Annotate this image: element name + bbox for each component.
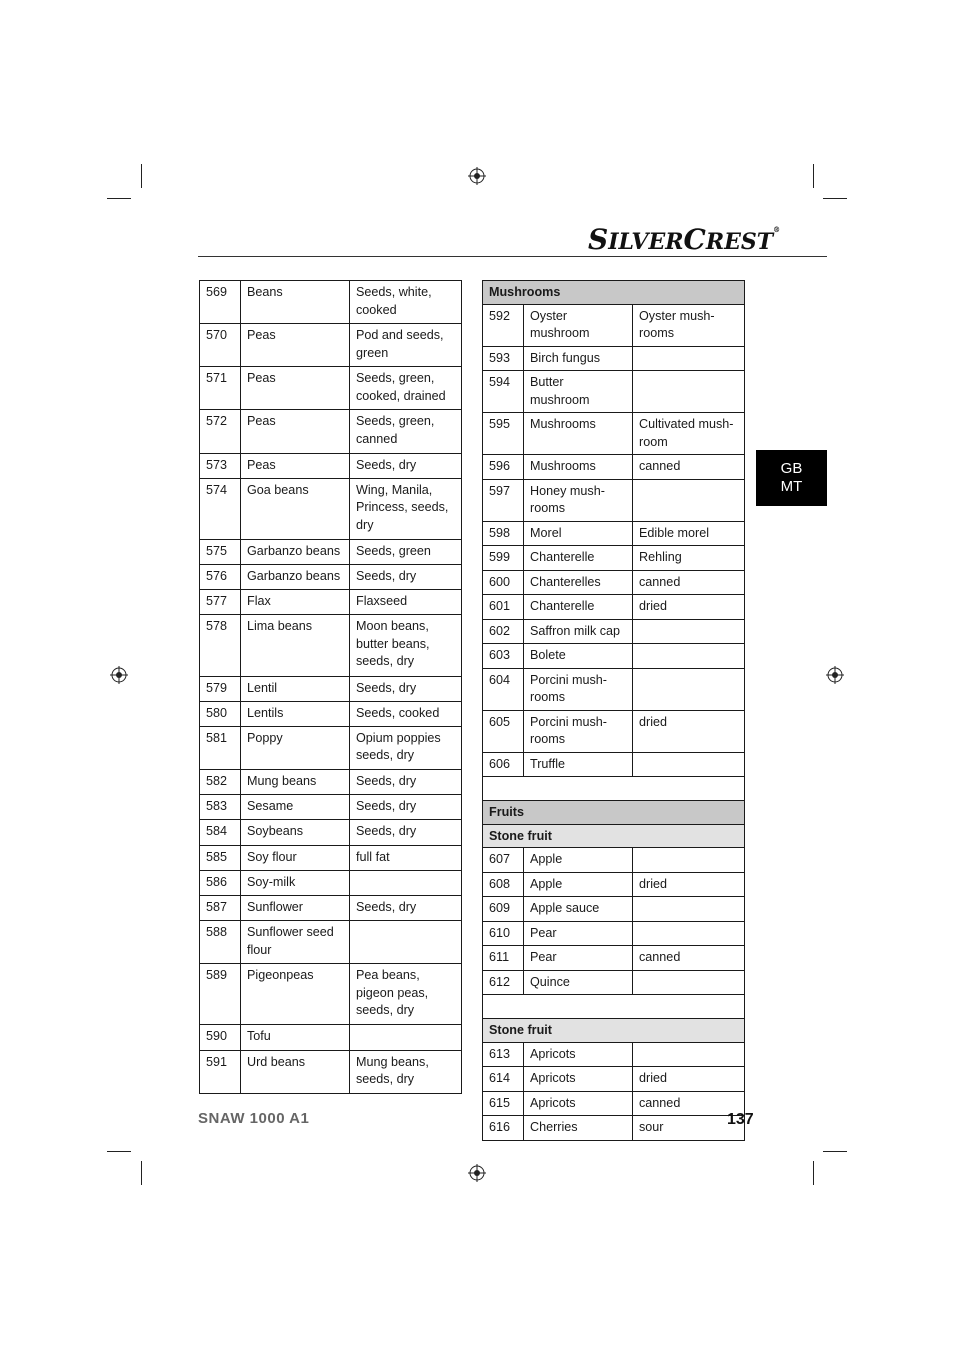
food-name: Chanterelle bbox=[524, 595, 633, 620]
table-row bbox=[483, 668, 745, 710]
crop-mark bbox=[823, 1151, 847, 1152]
food-code: 585 bbox=[200, 845, 241, 870]
food-description bbox=[350, 1025, 462, 1050]
table-row bbox=[483, 644, 745, 669]
food-name: Lima beans bbox=[241, 615, 350, 676]
food-name: Butter mushroom bbox=[524, 371, 633, 413]
food-description: Seeds, dry bbox=[350, 565, 462, 590]
food-name: Sunflower bbox=[241, 895, 350, 920]
registration-mark-icon bbox=[468, 1164, 486, 1182]
food-description: dried bbox=[633, 872, 745, 897]
table-subsection-header bbox=[483, 824, 745, 848]
food-name: Chanterelles bbox=[524, 570, 633, 595]
food-description: canned bbox=[633, 946, 745, 971]
table-row bbox=[200, 324, 462, 367]
food-name: Beans bbox=[241, 281, 350, 324]
food-name: Sunflower seed flour bbox=[241, 921, 350, 964]
food-description: Seeds, green, cooked, drained bbox=[350, 367, 462, 410]
food-description: Mung beans, seeds, dry bbox=[350, 1050, 462, 1093]
food-code: 569 bbox=[200, 281, 241, 324]
table-row bbox=[200, 726, 462, 769]
food-code: 605 bbox=[483, 710, 524, 752]
food-description: Rehling bbox=[633, 546, 745, 571]
food-code: 604 bbox=[483, 668, 524, 710]
table-row bbox=[483, 710, 745, 752]
table-row bbox=[483, 304, 745, 346]
food-name: Birch fungus bbox=[524, 346, 633, 371]
food-code: 606 bbox=[483, 752, 524, 777]
crop-mark bbox=[107, 198, 131, 199]
food-code: 593 bbox=[483, 346, 524, 371]
table-row bbox=[483, 921, 745, 946]
food-code: 601 bbox=[483, 595, 524, 620]
food-name: Bolete bbox=[524, 644, 633, 669]
food-code: 588 bbox=[200, 921, 241, 964]
table-row bbox=[200, 964, 462, 1025]
table-row bbox=[200, 590, 462, 615]
food-description bbox=[633, 644, 745, 669]
food-description bbox=[633, 921, 745, 946]
table-row bbox=[200, 281, 462, 324]
food-name: Apple bbox=[524, 872, 633, 897]
food-name: Porcini mush-rooms bbox=[524, 710, 633, 752]
food-description: Seeds, dry bbox=[350, 770, 462, 795]
table-row bbox=[200, 676, 462, 701]
crop-mark bbox=[813, 1161, 814, 1185]
crop-mark bbox=[823, 198, 847, 199]
food-name: Garbanzo beans bbox=[241, 539, 350, 564]
food-description: canned bbox=[633, 455, 745, 480]
food-description: canned bbox=[633, 570, 745, 595]
language-code: MT bbox=[780, 478, 803, 495]
food-name: Oyster mushroom bbox=[524, 304, 633, 346]
food-description: Wing, Manila, Princess, seeds, dry bbox=[350, 478, 462, 539]
table-row bbox=[483, 413, 745, 455]
food-code: 599 bbox=[483, 546, 524, 571]
food-description: Seeds, white, cooked bbox=[350, 281, 462, 324]
table-row bbox=[200, 410, 462, 453]
food-code: 592 bbox=[483, 304, 524, 346]
table-row bbox=[483, 570, 745, 595]
table-row bbox=[200, 870, 462, 895]
food-name: Urd beans bbox=[241, 1050, 350, 1093]
food-code: 597 bbox=[483, 479, 524, 521]
table-row bbox=[483, 1042, 745, 1067]
food-name: Cherries bbox=[524, 1116, 633, 1141]
table-row bbox=[483, 521, 745, 546]
food-name: Porcini mush-rooms bbox=[524, 668, 633, 710]
food-name: Pigeonpeas bbox=[241, 964, 350, 1025]
food-code: 595 bbox=[483, 413, 524, 455]
food-code: 572 bbox=[200, 410, 241, 453]
registration-mark-icon bbox=[468, 167, 486, 185]
table-row bbox=[200, 565, 462, 590]
food-name: Apple bbox=[524, 848, 633, 873]
food-description: Seeds, cooked bbox=[350, 701, 462, 726]
food-description: Seeds, dry bbox=[350, 795, 462, 820]
food-name: Mushrooms bbox=[524, 455, 633, 480]
table-row bbox=[200, 701, 462, 726]
table-row bbox=[200, 770, 462, 795]
food-name: Peas bbox=[241, 453, 350, 478]
food-code: 610 bbox=[483, 921, 524, 946]
food-description bbox=[633, 371, 745, 413]
table-subsection-header bbox=[483, 1019, 745, 1043]
food-description bbox=[633, 970, 745, 995]
food-code: 603 bbox=[483, 644, 524, 669]
section-label: Fruits bbox=[483, 801, 745, 825]
food-name: Pear bbox=[524, 921, 633, 946]
table-row bbox=[200, 921, 462, 964]
food-description: Pea beans, pigeon peas, seeds, dry bbox=[350, 964, 462, 1025]
food-code: 573 bbox=[200, 453, 241, 478]
food-description bbox=[633, 479, 745, 521]
table-row bbox=[483, 346, 745, 371]
food-code: 611 bbox=[483, 946, 524, 971]
crop-mark bbox=[813, 164, 814, 188]
food-description: Edible morel bbox=[633, 521, 745, 546]
food-name: Soybeans bbox=[241, 820, 350, 845]
food-code: 578 bbox=[200, 615, 241, 676]
food-name: Apricots bbox=[524, 1091, 633, 1116]
food-code: 609 bbox=[483, 897, 524, 922]
food-code: 583 bbox=[200, 795, 241, 820]
table-row bbox=[483, 897, 745, 922]
food-code: 596 bbox=[483, 455, 524, 480]
food-code-table-left bbox=[199, 280, 462, 1094]
section-label: Mushrooms bbox=[483, 281, 745, 305]
food-code: 571 bbox=[200, 367, 241, 410]
food-code: 579 bbox=[200, 676, 241, 701]
food-description: Seeds, green, canned bbox=[350, 410, 462, 453]
food-name: Mung beans bbox=[241, 770, 350, 795]
food-code: 581 bbox=[200, 726, 241, 769]
food-name: Chanterelle bbox=[524, 546, 633, 571]
food-code: 587 bbox=[200, 895, 241, 920]
table-row bbox=[483, 595, 745, 620]
crop-mark bbox=[107, 1151, 131, 1152]
section-label: Stone fruit bbox=[483, 824, 745, 848]
food-name: Goa beans bbox=[241, 478, 350, 539]
registration-mark-icon bbox=[826, 666, 844, 684]
food-name: Quince bbox=[524, 970, 633, 995]
food-description bbox=[633, 848, 745, 873]
food-description bbox=[350, 870, 462, 895]
food-description: Pod and seeds, green bbox=[350, 324, 462, 367]
food-code: 589 bbox=[200, 964, 241, 1025]
food-name: Sesame bbox=[241, 795, 350, 820]
food-name: Peas bbox=[241, 410, 350, 453]
food-code: 600 bbox=[483, 570, 524, 595]
food-description: Cultivated mush-room bbox=[633, 413, 745, 455]
header-rule bbox=[198, 256, 827, 257]
food-code: 591 bbox=[200, 1050, 241, 1093]
food-name: Pear bbox=[524, 946, 633, 971]
food-name: Morel bbox=[524, 521, 633, 546]
table-row bbox=[200, 367, 462, 410]
table-row bbox=[483, 752, 745, 777]
food-name: Mushrooms bbox=[524, 413, 633, 455]
food-code: 598 bbox=[483, 521, 524, 546]
table-row bbox=[200, 539, 462, 564]
food-description bbox=[633, 897, 745, 922]
table-row bbox=[200, 820, 462, 845]
food-description bbox=[350, 921, 462, 964]
table-row bbox=[483, 619, 745, 644]
food-description: dried bbox=[633, 1067, 745, 1092]
language-tab bbox=[756, 450, 827, 506]
food-code: 577 bbox=[200, 590, 241, 615]
food-code: 614 bbox=[483, 1067, 524, 1092]
food-code: 574 bbox=[200, 478, 241, 539]
food-name: Soy-milk bbox=[241, 870, 350, 895]
food-name: Saffron milk cap bbox=[524, 619, 633, 644]
food-name: Garbanzo beans bbox=[241, 565, 350, 590]
food-code: 576 bbox=[200, 565, 241, 590]
food-name: Apricots bbox=[524, 1042, 633, 1067]
food-code: 612 bbox=[483, 970, 524, 995]
food-code: 607 bbox=[483, 848, 524, 873]
food-description: Oyster mush-rooms bbox=[633, 304, 745, 346]
food-description: Seeds, dry bbox=[350, 820, 462, 845]
food-description bbox=[633, 668, 745, 710]
food-code: 582 bbox=[200, 770, 241, 795]
table-section-header bbox=[483, 801, 745, 825]
food-name: Peas bbox=[241, 324, 350, 367]
food-name: Flax bbox=[241, 590, 350, 615]
table-row bbox=[200, 478, 462, 539]
food-description bbox=[633, 619, 745, 644]
table-row bbox=[483, 872, 745, 897]
model-number: SNAW 1000 A1 bbox=[198, 1110, 310, 1127]
food-code: 584 bbox=[200, 820, 241, 845]
food-name: Apricots bbox=[524, 1067, 633, 1092]
food-code-table-right bbox=[482, 280, 745, 1141]
food-description: full fat bbox=[350, 845, 462, 870]
food-name: Lentils bbox=[241, 701, 350, 726]
food-description bbox=[633, 752, 745, 777]
food-code: 580 bbox=[200, 701, 241, 726]
food-description: canned bbox=[633, 1091, 745, 1116]
table-row bbox=[200, 615, 462, 676]
crop-mark bbox=[141, 1161, 142, 1185]
brand-logo: SILVERCREST® bbox=[588, 223, 781, 256]
food-description: Flaxseed bbox=[350, 590, 462, 615]
table-row bbox=[200, 1050, 462, 1093]
food-description bbox=[633, 1042, 745, 1067]
table-row bbox=[483, 479, 745, 521]
table-spacer-row bbox=[483, 995, 745, 1019]
food-description: dried bbox=[633, 595, 745, 620]
table-row bbox=[483, 1091, 745, 1116]
table-row bbox=[200, 845, 462, 870]
food-description: Seeds, dry bbox=[350, 895, 462, 920]
table-row bbox=[483, 946, 745, 971]
food-description: dried bbox=[633, 710, 745, 752]
section-label: Stone fruit bbox=[483, 1019, 745, 1043]
table-row bbox=[483, 455, 745, 480]
table-row bbox=[200, 453, 462, 478]
table-row bbox=[483, 1116, 745, 1141]
table-row bbox=[483, 546, 745, 571]
food-description: Seeds, green bbox=[350, 539, 462, 564]
food-description: Opium poppies seeds, dry bbox=[350, 726, 462, 769]
food-code: 594 bbox=[483, 371, 524, 413]
food-description bbox=[633, 346, 745, 371]
food-name: Tofu bbox=[241, 1025, 350, 1050]
food-name: Poppy bbox=[241, 726, 350, 769]
table-row bbox=[483, 970, 745, 995]
food-name: Apple sauce bbox=[524, 897, 633, 922]
food-description: sour bbox=[633, 1116, 745, 1141]
food-name: Peas bbox=[241, 367, 350, 410]
table-spacer-row bbox=[483, 777, 745, 801]
food-description: Moon beans, butter beans, seeds, dry bbox=[350, 615, 462, 676]
table-row bbox=[483, 371, 745, 413]
table-row bbox=[200, 1025, 462, 1050]
registration-mark-icon bbox=[110, 666, 128, 684]
crop-mark bbox=[141, 164, 142, 188]
food-name: Truffle bbox=[524, 752, 633, 777]
food-code: 613 bbox=[483, 1042, 524, 1067]
food-code: 608 bbox=[483, 872, 524, 897]
page-number: 137 bbox=[727, 1111, 754, 1128]
food-code: 590 bbox=[200, 1025, 241, 1050]
table-row bbox=[200, 895, 462, 920]
food-name: Soy flour bbox=[241, 845, 350, 870]
table-row bbox=[200, 795, 462, 820]
food-description: Seeds, dry bbox=[350, 676, 462, 701]
food-code: 575 bbox=[200, 539, 241, 564]
table-section-header bbox=[483, 281, 745, 305]
food-name: Lentil bbox=[241, 676, 350, 701]
table-row bbox=[483, 1067, 745, 1092]
food-description: Seeds, dry bbox=[350, 453, 462, 478]
language-code: GB bbox=[780, 460, 803, 477]
food-code: 602 bbox=[483, 619, 524, 644]
food-code: 570 bbox=[200, 324, 241, 367]
food-code: 615 bbox=[483, 1091, 524, 1116]
food-code: 616 bbox=[483, 1116, 524, 1141]
food-name: Honey mush-rooms bbox=[524, 479, 633, 521]
food-code: 586 bbox=[200, 870, 241, 895]
table-row bbox=[483, 848, 745, 873]
